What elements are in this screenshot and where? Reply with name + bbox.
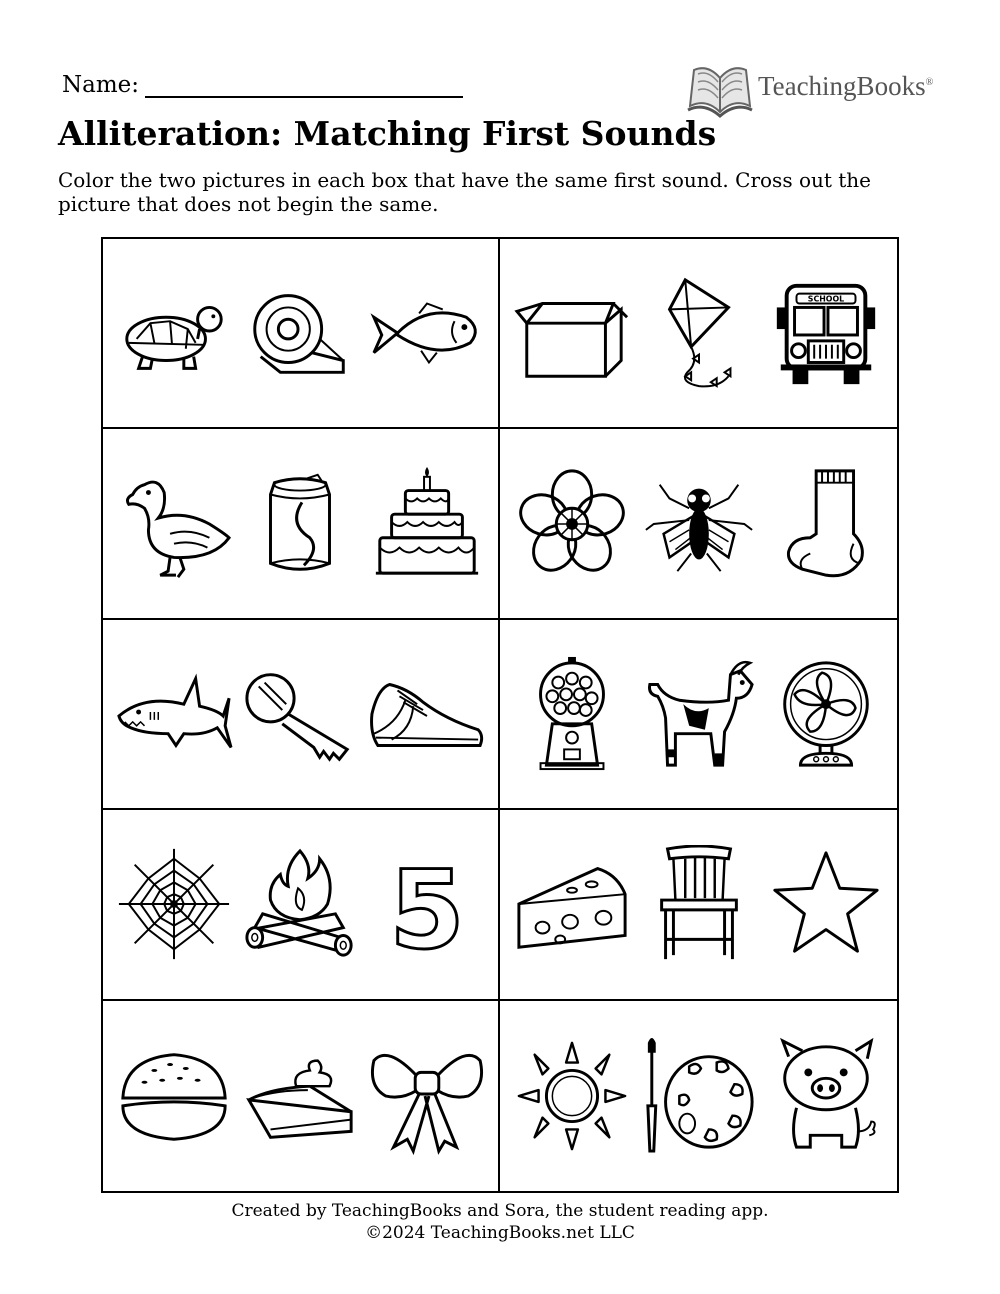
goat-icon — [640, 655, 758, 773]
chair-icon — [640, 845, 758, 963]
turtle-icon — [115, 274, 233, 392]
picture[interactable] — [366, 272, 488, 394]
footer-credit: Created by TeachingBooks and Sora, the student reading app. — [231, 1201, 769, 1221]
tape-icon — [241, 274, 359, 392]
key-icon — [241, 655, 359, 773]
bow-icon — [368, 1037, 486, 1155]
box-1 — [103, 239, 500, 429]
picture[interactable] — [113, 272, 235, 394]
star-icon — [767, 845, 885, 963]
number-five-icon — [368, 845, 486, 963]
picture[interactable] — [366, 843, 488, 965]
picture[interactable] — [113, 1035, 235, 1157]
shoe-icon — [368, 655, 486, 773]
instructions: Color the two pictures in each box that have the same first sound. Cross out the picture that does not begin the same. — [58, 168, 872, 216]
box-7 — [103, 810, 500, 1000]
open-book-icon — [684, 56, 756, 120]
picture[interactable] — [765, 1035, 887, 1157]
footer-copyright: ©2024 TeachingBooks.net LLC — [365, 1223, 635, 1243]
picture[interactable] — [511, 463, 633, 585]
picture[interactable] — [765, 272, 887, 394]
bun-icon — [115, 1037, 233, 1155]
box-4 — [500, 429, 897, 619]
campfire-icon — [241, 845, 359, 963]
school-bus-icon — [767, 274, 885, 392]
pie-icon — [241, 1037, 359, 1155]
number-five-label: 5 — [389, 847, 465, 964]
picture[interactable] — [511, 1035, 633, 1157]
picture[interactable] — [366, 653, 488, 775]
pig-icon — [767, 1037, 885, 1155]
box-5 — [103, 620, 500, 810]
box-9 — [103, 1001, 500, 1191]
picture[interactable] — [366, 1035, 488, 1157]
name-field — [62, 72, 463, 98]
picture[interactable] — [511, 843, 633, 965]
bus-sign-label: SCHOOL — [807, 294, 844, 304]
cake-icon — [368, 465, 486, 583]
picture[interactable] — [113, 653, 235, 775]
picture[interactable] — [765, 843, 887, 965]
picture[interactable] — [239, 653, 361, 775]
box-10 — [500, 1001, 897, 1191]
picture[interactable] — [113, 463, 235, 585]
picture[interactable] — [638, 272, 760, 394]
sun-icon — [513, 1037, 631, 1155]
fan-icon — [767, 655, 885, 773]
picture[interactable] — [511, 653, 633, 775]
picture[interactable] — [638, 463, 760, 585]
picture[interactable] — [366, 463, 488, 585]
picture[interactable] — [239, 463, 361, 585]
gumball-machine-icon — [513, 655, 631, 773]
teachingbooks-logo — [684, 56, 954, 120]
picture[interactable] — [765, 463, 887, 585]
spider-web-icon — [115, 845, 233, 963]
box-2 — [500, 239, 897, 429]
soda-can-icon — [241, 465, 359, 583]
picture[interactable] — [239, 843, 361, 965]
picture[interactable] — [638, 1035, 760, 1157]
footer — [0, 1200, 1000, 1244]
flower-icon — [513, 465, 631, 583]
box-8 — [500, 810, 897, 1000]
fish-icon — [368, 274, 486, 392]
picture[interactable] — [765, 653, 887, 775]
picture[interactable] — [638, 843, 760, 965]
page-title: Alliteration: Matching First Sounds — [58, 114, 717, 153]
picture[interactable] — [239, 272, 361, 394]
picture[interactable] — [511, 272, 633, 394]
duck-icon — [115, 465, 233, 583]
picture[interactable] — [638, 653, 760, 775]
name-blank-line — [145, 74, 463, 98]
sock-icon — [767, 465, 885, 583]
picture[interactable] — [239, 1035, 361, 1157]
box-3 — [103, 429, 500, 619]
fly-icon — [640, 465, 758, 583]
box-6 — [500, 620, 897, 810]
logo-wordmark: TeachingBooks® — [758, 71, 934, 101]
box-icon — [513, 274, 631, 392]
name-label: Name: — [62, 72, 140, 98]
cheese-icon — [513, 845, 631, 963]
paint-palette-icon — [640, 1037, 758, 1155]
picture-grid — [101, 237, 899, 1193]
shark-icon — [115, 655, 233, 773]
picture[interactable] — [113, 843, 235, 965]
kite-icon — [640, 274, 758, 392]
